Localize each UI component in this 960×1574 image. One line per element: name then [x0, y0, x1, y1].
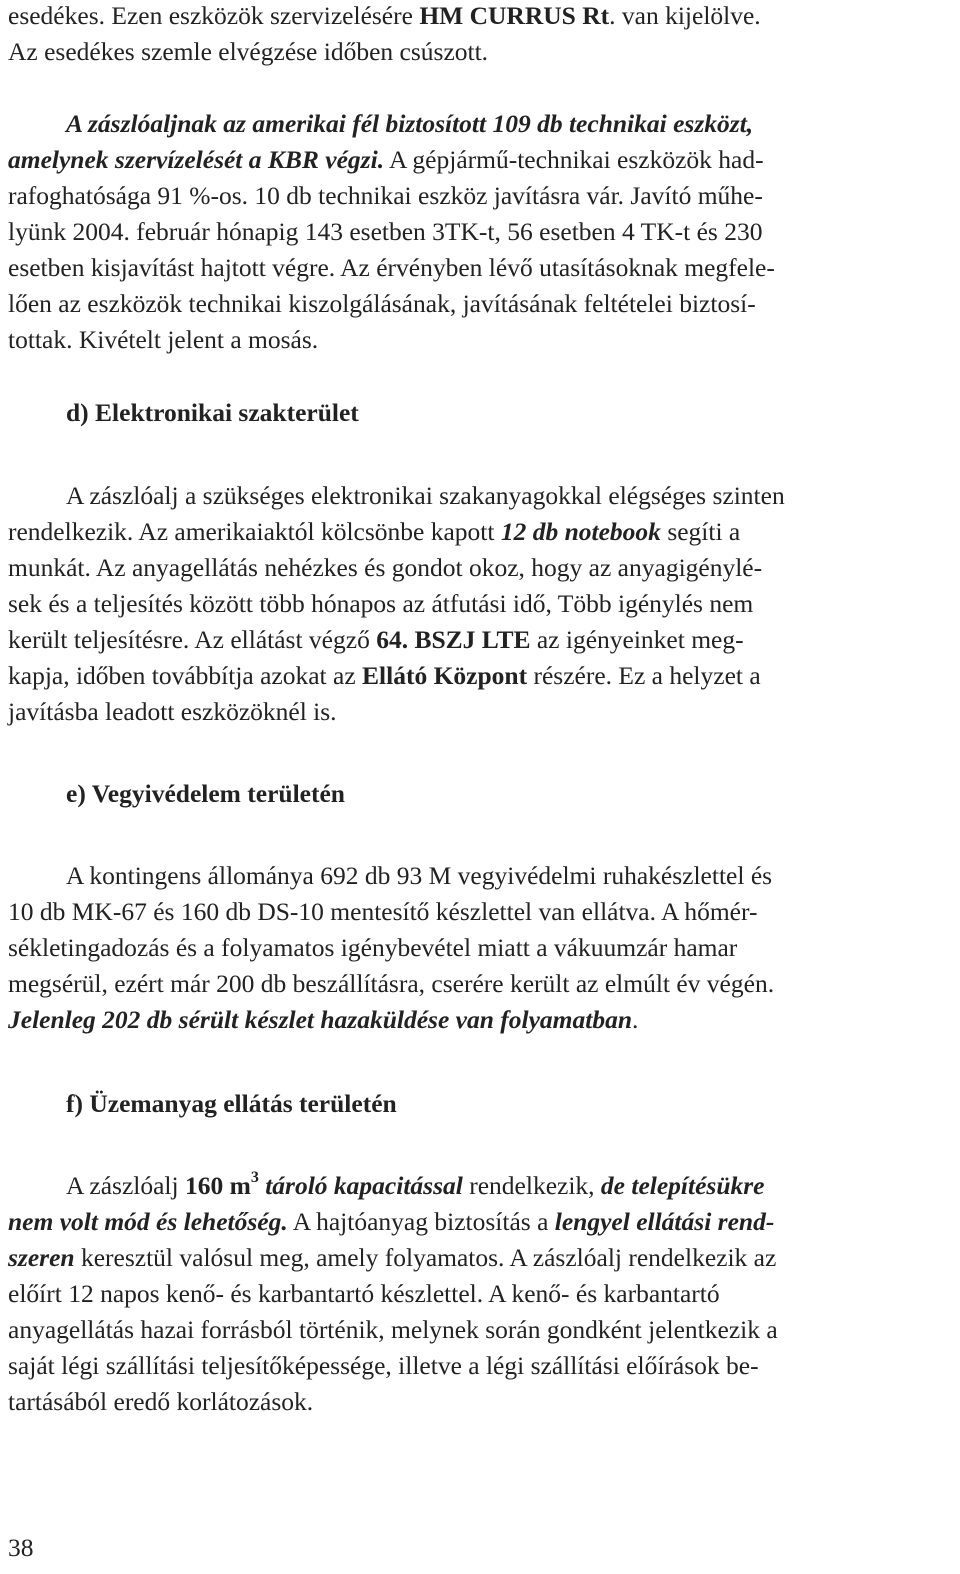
- text-line: [8, 1348, 954, 1384]
- text-line: [66, 478, 954, 514]
- text-bold: HM CURRUS Rt: [419, 1, 610, 30]
- text-line: [8, 550, 954, 586]
- text-line: [8, 214, 954, 250]
- text-bold: 64.: [376, 625, 409, 654]
- text-line: [8, 694, 954, 730]
- text-run: segíti a: [660, 517, 741, 546]
- text-line: [8, 622, 954, 658]
- text-bold-italic: nem volt mód és lehetőség.: [8, 1207, 288, 1236]
- text-line: [8, 658, 954, 694]
- text-run: Az esedékes szemle elvégzése időben csúszott.: [8, 37, 489, 66]
- text-run: előírt 12 napos kenő- és karbantartó készlettel. A kenő- és karbantartó: [8, 1279, 720, 1308]
- text-run: rendelkezik,: [462, 1171, 601, 1200]
- text-run: rendelkezik. Az amerikaiaktól kölcsönbe kapott: [8, 517, 501, 546]
- text-line: [8, 894, 954, 930]
- text-run: tartásából eredő korlátozások.: [8, 1387, 314, 1416]
- section-heading-d: d) Elektronikai szakterület: [66, 398, 359, 427]
- text-line: [66, 1168, 954, 1204]
- text-bold-italic: 12 db notebook: [500, 517, 661, 546]
- text-run: megsérül, ezért már 200 db beszállításra, cserére került az elmúlt év végén.: [8, 969, 775, 998]
- text-run: részére. Ez a helyzet a: [527, 661, 761, 690]
- text-run: munkát. Az anyagellátás nehézkes és gondot okoz, hogy az anyagigénylé-: [8, 553, 763, 582]
- text-line: [66, 106, 954, 142]
- text-line: [8, 514, 954, 550]
- text-run: anyagellátás hazai forrásból történik, melynek során gondként jelentkezik a: [8, 1315, 778, 1344]
- text-run: esedékes. Ezen eszközök szervizelésére: [8, 1, 420, 30]
- text-line: [8, 966, 954, 1002]
- text-bold-italic: Jelenleg 202 db sérült készlet hazaküldése van folyamatban: [8, 1005, 633, 1034]
- text-line: [8, 1204, 954, 1240]
- text-run: lően az eszközök technikai kiszolgálásának, javításának feltételei biztosí-: [8, 289, 756, 318]
- text-bold-italic: tároló kapacitással: [265, 1171, 463, 1200]
- text-run: sékletingadozás és a folyamatos igénybevétel miatt a vákuumzár hamar: [8, 933, 738, 962]
- text-bold: Ellátó Központ: [362, 661, 528, 690]
- text-line: [8, 0, 954, 34]
- text-run: A zászlóalj: [66, 1171, 185, 1200]
- text-run: sek és a teljesítés között több hónapos az átfutási idő, Több igénylés nem: [8, 589, 754, 618]
- text-run: esetben kisjavítást hajtott végre. Az érvényben lévő utasításoknak megfele-: [8, 253, 775, 282]
- text-run: javításba leadott eszközöknél is.: [8, 697, 337, 726]
- text-line: [8, 322, 954, 358]
- text-run: saját légi szállítási teljesítőképessége, illetve a légi szállítási előírások be-: [8, 1351, 759, 1380]
- text-line: [8, 930, 954, 966]
- page-number: 38: [8, 1533, 34, 1562]
- superscript: 3: [250, 1169, 259, 1186]
- text-run: keresztül valósul meg, amely folyamatos. A zászlóalj rendelkezik az: [74, 1243, 777, 1272]
- text-bold-italic: szeren: [8, 1243, 75, 1272]
- text-run: 10 db MK-67 és 160 db DS-10 mentesítő készlettel van ellátva. A hőmér-: [8, 897, 758, 926]
- text-run: .: [632, 1005, 639, 1034]
- text-line: [8, 34, 954, 70]
- text-line: [8, 1240, 954, 1276]
- text-run: A zászlóalj a szükséges elektronikai szakanyagokkal elégséges szinten: [66, 481, 785, 510]
- text-run: A hajtóanyag biztosítás a: [287, 1207, 555, 1236]
- text-line: [8, 1384, 954, 1420]
- text-line: [8, 142, 954, 178]
- text-bold-italic: A zászlóaljnak az amerikai fél biztosított 109 db technikai eszközt,: [66, 109, 754, 138]
- section-heading-f: f) Üzemanyag ellátás területén: [66, 1089, 397, 1118]
- text-run: tottak. Kivételt jelent a mosás.: [8, 325, 319, 354]
- text-bold-italic: amelynek szervízelését a KBR végzi.: [8, 145, 385, 174]
- text-run: rafoghatósága 91 %-os. 10 db technikai eszköz javításra vár. Javító műhe-: [8, 181, 763, 210]
- text-bold: 160 m: [184, 1171, 251, 1200]
- text-line: [8, 586, 954, 622]
- text-line: [66, 858, 954, 894]
- text-run: került teljesítésre. Az ellátást végző: [8, 625, 377, 654]
- text-run: az igényeinket meg-: [530, 625, 744, 654]
- text-run: lyünk 2004. február hónapig 143 esetben 3TK-t, 56 esetben 4 TK-t és 230: [8, 217, 763, 246]
- text-line: [8, 178, 954, 214]
- text-run: A gépjármű-technikai eszközök had-: [384, 145, 764, 174]
- text-run: . van kijelölve.: [609, 1, 761, 30]
- text-line: [8, 250, 954, 286]
- text-line: [8, 286, 954, 322]
- text-bold-italic: de telepítésükre: [600, 1171, 765, 1200]
- text-line: [8, 1312, 954, 1348]
- section-heading-e: e) Vegyivédelem területén: [66, 779, 345, 808]
- text-line: [8, 1276, 954, 1312]
- text-run: A kontingens állománya 692 db 93 M vegyivédelmi ruhakészlettel és: [66, 861, 773, 890]
- text-bold-italic: lengyel ellátási rend-: [554, 1207, 775, 1236]
- text-bold: BSZJ LTE: [414, 625, 531, 654]
- text-run: kapja, időben továbbítja azokat az: [8, 661, 363, 690]
- text-line: [8, 1002, 954, 1038]
